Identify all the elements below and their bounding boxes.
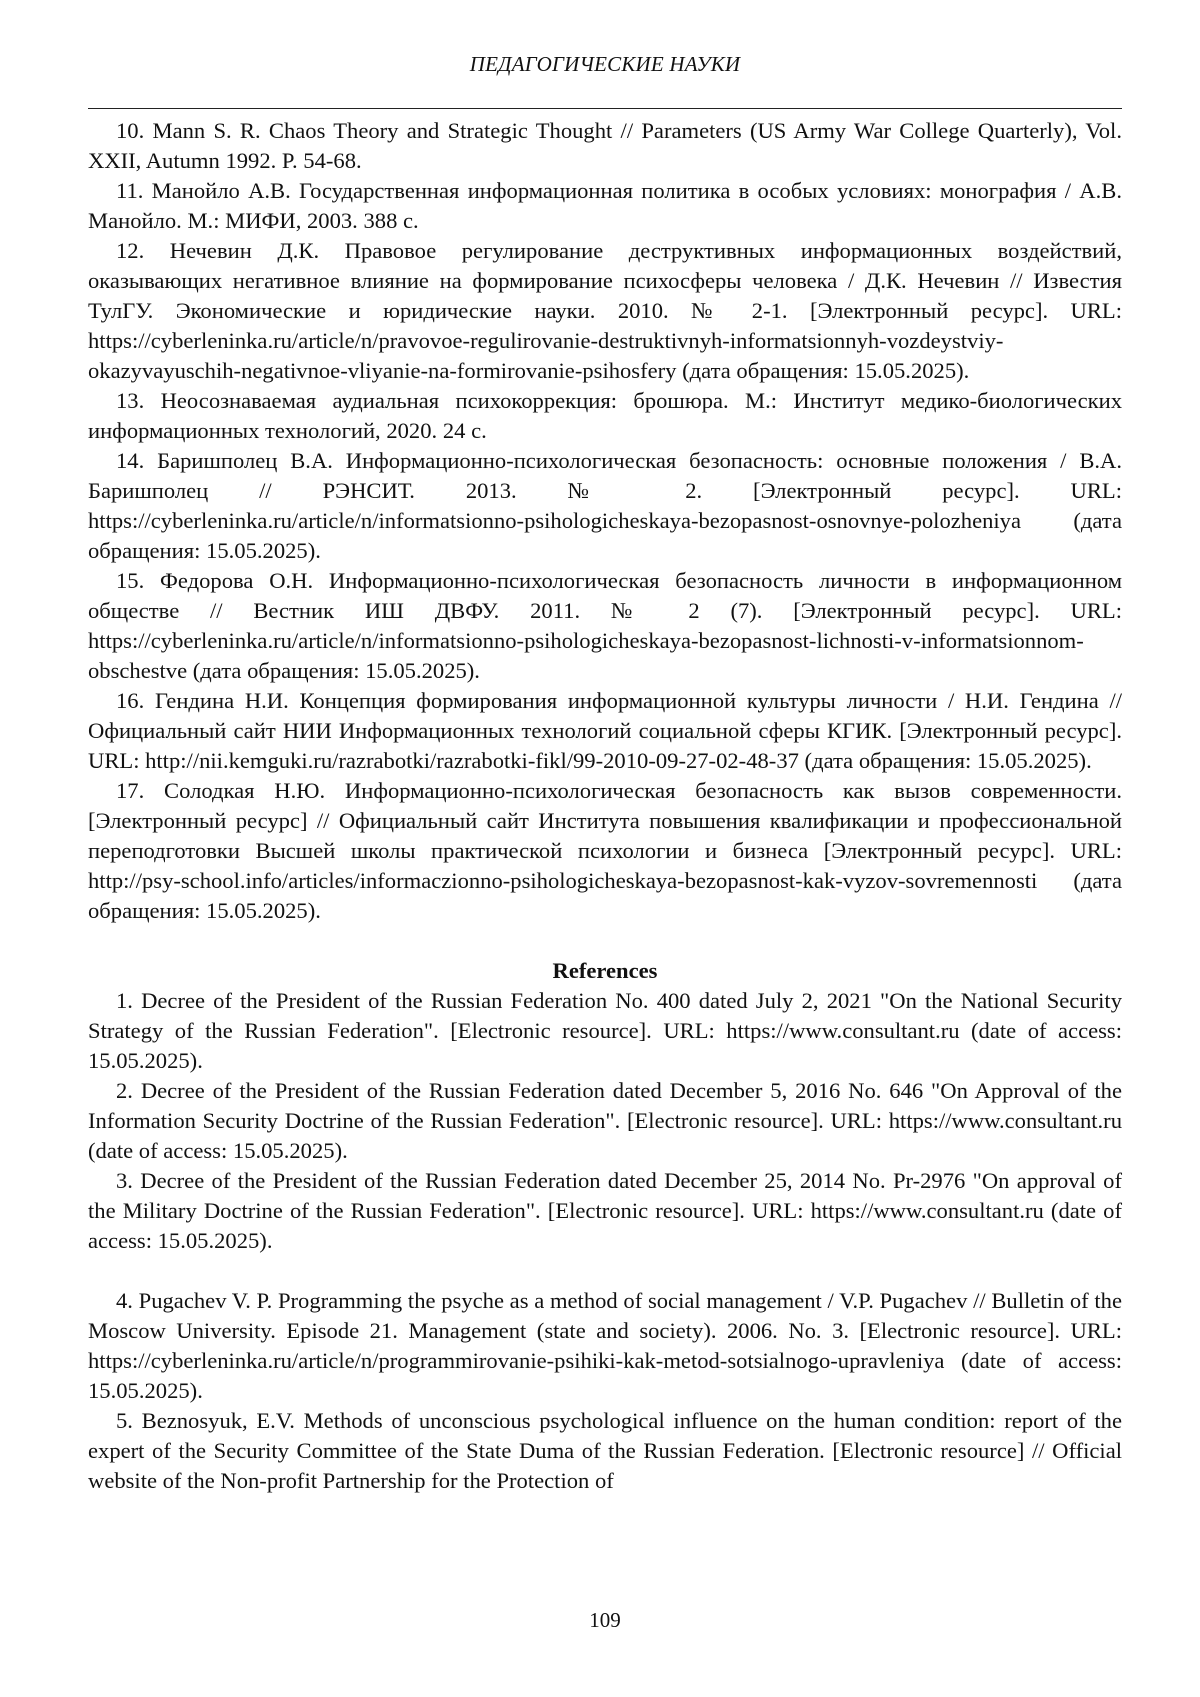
reference-item: 12. Нечевин Д.К. Правовое регулирование деструктивных информационных воздействий, оказывающих негативное влияние на формирование психосферы человека / Д.К. Нечевин // Известия ТулГУ. Экономические и юридические науки. 2010. № 2-1. [Электронный ресурс]. URL: https://cyberleninka.ru/article/n/pravovoe-regulirovanie-destruktivnyh-informatsionnyh-vozdeystviy-okazyvayuschih-negativnoe-vliyanie-na-formirovanie-psihosfery (дата обращения: 15.05.2025). [88, 238, 1122, 383]
reference-item: 10. Mann S. R. Chaos Theory and Strategic Thought // Parameters (US Army War College Quarterly), Vol. XXII, Autumn 1992. P. 54-68. [88, 118, 1122, 173]
reference-item: 16. Гендина Н.И. Концепция формирования информационной культуры личности / Н.И. Гендина // Официальный сайт НИИ Информационных технологий социальной сферы КГИК. [Электронный ресурс]. URL: http://nii.kemguki.ru/razrabotki/razrabotki-fikl/99-2010-09-27-02-48-37 (дата обращения: 15.05.2025). [88, 688, 1122, 773]
running-header: ПЕДАГОГИЧЕСКИЕ НАУКИ [469, 52, 741, 76]
reference-item: 4. Pugachev V. P. Programming the psyche as a method of social management / V.P. Pugachev // Bulletin of the Moscow University. Episode 21. Management (state and society). 2006. No. 3. [Electronic resource]. URL: https://cyberleninka.ru/article/n/programmirovanie-psihiki-kak-metod-sotsialnogo-upravleniya (date of access: 15.05.2025). [88, 1288, 1122, 1403]
header-divider [88, 108, 1122, 109]
reference-item: 3. Decree of the President of the Russian Federation dated December 25, 2014 No. Pr-2976 "On approval of the Military Doctrine of the Russian Federation". [Electronic resource]. URL: https://www.consultant.ru (date of access: 15.05.2025). [88, 1168, 1122, 1253]
page-number: 109 [589, 1608, 621, 1632]
reference-item: 2. Decree of the President of the Russian Federation dated December 5, 2016 No. 646 "On Approval of the Information Security Doctrine of the Russian Federation". [Electronic resource]. URL: https://www.consultant.ru (date of access: 15.05.2025). [88, 1078, 1122, 1163]
references-heading: References [552, 958, 658, 983]
reference-item: 13. Неосознаваемая аудиальная психокоррекция: брошюра. М.: Институт медико-биологических информационных технологий, 2020. 24 с. [88, 388, 1122, 443]
reference-item: 14. Баришполец В.А. Информационно-психологическая безопасность: основные положения / В.А. Баришполец // РЭНСИТ. 2013. № 2. [Электронный ресурс]. URL: https://cyberleninka.ru/article/n/informatsionno-psihologicheskaya-bezopasnost-osnovnye-polozheniya (дата обращения: 15.05.2025). [88, 448, 1122, 563]
reference-item: 17. Солодкая Н.Ю. Информационно-психологическая безопасность как вызов современности. [Электронный ресурс] // Официальный сайт Института повышения квалификации и профессиональной переподготовки Высшей школы практической психологии и бизнеса [Электронный ресурс]. URL: http://psy-school.info/articles/informaczionno-psihologicheskaya-bezopasnost-kak-vyzov-sovremennosti (дата обращения: 15.05.2025). [88, 778, 1122, 923]
page-body [88, 116, 1122, 1496]
reference-item: 5. Beznosyuk, E.V. Methods of unconscious psychological influence on the human condition: report of the expert of the Security Committee of the State Duma of the Russian Federation. [Electronic resource] // Official website of the Non-profit Partnership for the Protection of [88, 1408, 1122, 1493]
reference-item: 11. Манойло А.В. Государственная информационная политика в особых условиях: монография / А.В. Манойло. М.: МИФИ, 2003. 388 с. [88, 178, 1122, 233]
reference-item: 1. Decree of the President of the Russian Federation No. 400 dated July 2, 2021 "On the National Security Strategy of the Russian Federation". [Electronic resource]. URL: https://www.consultant.ru (date of access: 15.05.2025). [88, 988, 1122, 1073]
reference-item: 15. Федорова О.Н. Информационно-психологическая безопасность личности в информационном обществе // Вестник ИШ ДВФУ. 2011. № 2 (7). [Электронный ресурс]. URL: https://cyberleninka.ru/article/n/informatsionno-psihologicheskaya-bezopasnost-lichnosti-v-informatsionnom-obschestve (дата обращения: 15.05.2025). [88, 568, 1122, 683]
paragraph-gap [88, 1256, 1122, 1286]
references-list-en [88, 986, 1122, 1496]
references-list-ru [88, 116, 1122, 926]
